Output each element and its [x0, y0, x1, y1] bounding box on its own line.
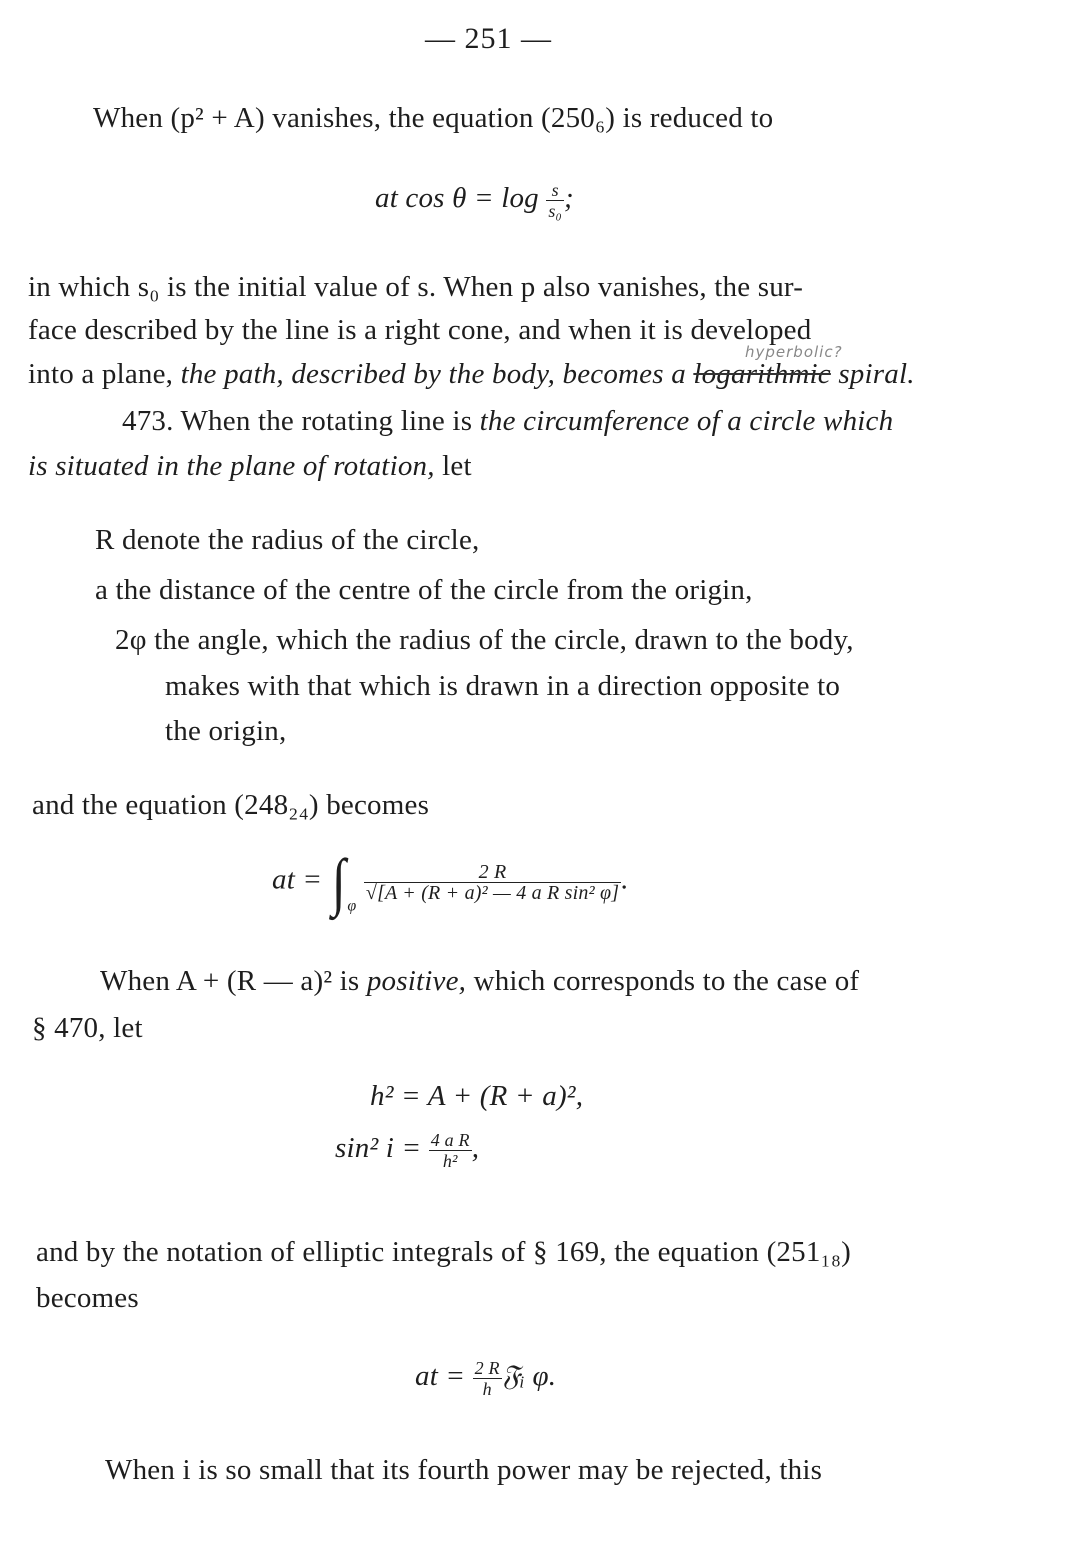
equation-lhs: sin² i =	[335, 1132, 422, 1165]
equation-tail: 𝔉ᵢ φ.	[501, 1360, 557, 1393]
equation-integral	[272, 846, 629, 917]
fraction-denominator: s₀	[548, 201, 563, 221]
page-number: — 251 —	[425, 22, 552, 55]
section-text: 473. When the rotating line is	[122, 405, 480, 437]
text-line	[28, 450, 472, 483]
fraction-numerator: 4 a R	[430, 1130, 470, 1150]
text-italic: positive,	[366, 965, 467, 997]
handwritten-annotation: hyperbolic?	[745, 343, 843, 361]
fraction-numerator: s	[551, 180, 559, 200]
integral-sign: ∫	[331, 846, 346, 917]
fraction-numerator: 2 R	[474, 1358, 500, 1378]
text-italic: the circumference of a circle which	[479, 405, 894, 437]
text-line: When (p² + A) vanishes, the equation (250₆) is reduced to	[93, 102, 774, 134]
integral-subscript: φ	[347, 897, 357, 915]
text-italic: spiral.	[830, 358, 915, 390]
equation-fraction	[546, 180, 564, 221]
text-line	[100, 965, 859, 998]
equation-tail: .	[621, 863, 629, 896]
equation-elliptic	[415, 1358, 556, 1399]
text-line: becomes	[36, 1282, 139, 1314]
equation-lhs: at cos θ = log	[375, 182, 539, 215]
text-line: and by the notation of elliptic integrals of § 169, the equation (251₁₈)	[36, 1236, 852, 1268]
text-line: § 470, let	[32, 1012, 143, 1044]
equation-lhs: at =	[272, 863, 323, 896]
equation-log	[375, 180, 574, 221]
definition-line: makes with that which is drawn in a direction opposite to	[165, 670, 841, 702]
text-line: in which s₀ is the initial value of s. When p also vanishes, the sur-	[28, 271, 804, 303]
definition-line: a the distance of the centre of the circle from the origin,	[95, 574, 753, 606]
text-line	[122, 405, 893, 438]
equation-sin	[335, 1130, 479, 1171]
equation-h: h² = A + (R + a)²,	[370, 1080, 584, 1112]
fraction-denominator: √[A + (R + a)² — 4 a R sin² φ]	[365, 881, 620, 904]
text-roman: let	[434, 450, 472, 482]
text-line: When i is so small that its fourth power may be rejected, this	[105, 1454, 823, 1486]
equation-tail: ;	[564, 182, 574, 215]
equation-fraction	[364, 862, 621, 903]
text-roman: which corresponds to the case of	[466, 965, 860, 997]
equation-tail: ,	[471, 1132, 480, 1165]
definition-line: the origin,	[165, 715, 287, 747]
text-line: face described by the line is a right cone, and when it is developed	[28, 314, 812, 346]
equation-fraction	[473, 1358, 502, 1399]
fraction-numerator: 2 R	[478, 860, 507, 883]
definition-line: 2φ the angle, which the radius of the circle, drawn to the body,	[115, 624, 854, 656]
struck-word: logarithmic	[693, 358, 831, 390]
text-line	[28, 358, 915, 391]
equation-lhs: at =	[415, 1360, 466, 1393]
text-line: and the equation (248₂₄) becomes	[32, 789, 430, 821]
definition-line: R denote the radius of the circle,	[95, 524, 480, 556]
text-roman: When A + (R — a)² is	[100, 965, 367, 997]
equation-fraction	[429, 1130, 472, 1171]
text-italic: is situated in the plane of rotation,	[28, 450, 435, 482]
fraction-denominator: h	[473, 1378, 502, 1399]
text-roman: into a plane,	[28, 358, 181, 390]
text-italic: the path, described by the body, becomes a	[180, 358, 694, 390]
fraction-denominator: h²	[429, 1150, 472, 1171]
